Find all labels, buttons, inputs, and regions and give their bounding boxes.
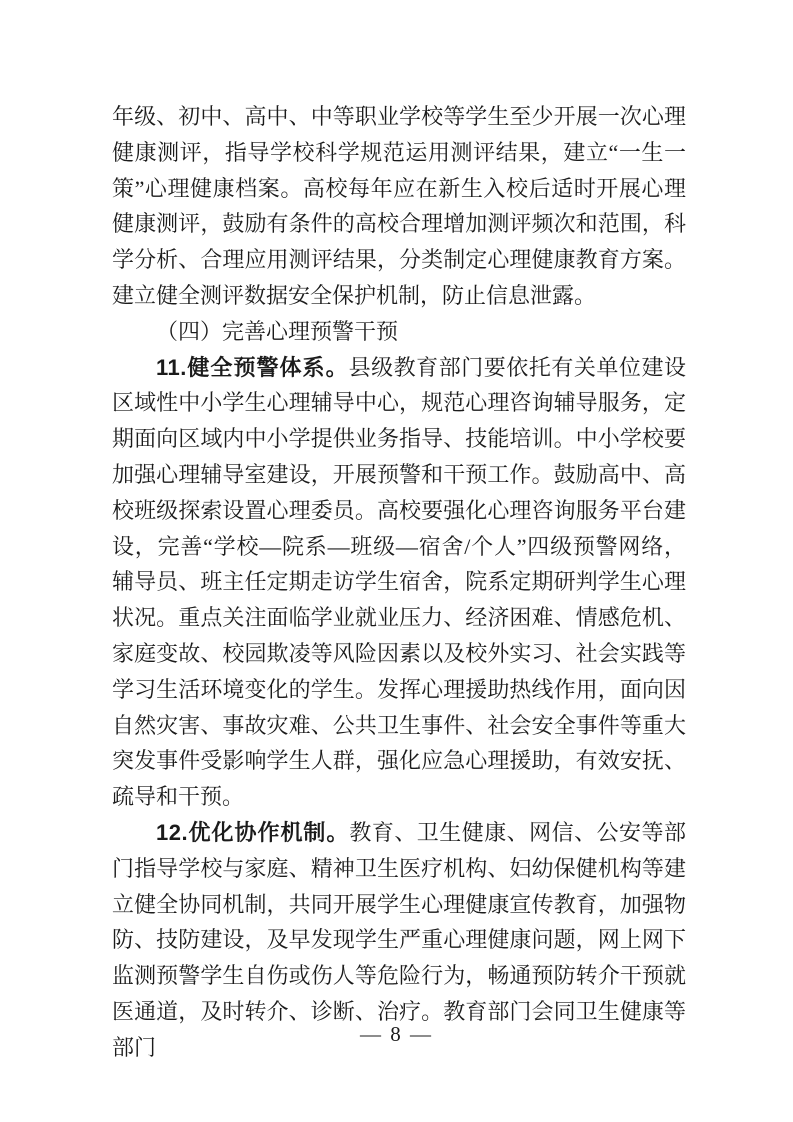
paragraph-continuation: 年级、初中、高中、中等职业学校等学生至少开展一次心理健康测评，指导学校科学规范运用测评结果，建立“一生一策”心理健康档案。高校每年应在新生入校后适时开展心理健康测评，鼓励有条件的高校合理增加测评频次和范围，科学分析、合理应用测评结果，分类制定心理健康教育方案。建立健全测评数据安全保护机制，防止信息泄露。 [112,104,686,308]
paragraph-item-11-heading: 11.健全预警体系。 [156,354,349,380]
paragraph-item-12-heading: 12.优化协作机制。 [156,819,350,845]
section-heading-4: （四）完善心理预警干预 [156,318,399,344]
paragraph-item-11-text: 县级教育部门要依托有关单位建设区域性中小学生心理辅导中心，规范心理咨询辅导服务，定期面向区域内中小学提供业务指导、技能培训。中小学校要加强心理辅导室建设，开展预警和干预工作。鼓励高中、高校班级探索设置心理委员。高校要强化心理咨询服务平台建设，完善“学校—院系—班级—宿舍/个人”四级预警网络，辅导员、班主任定期走访学生宿舍，院系定期研判学生心理状况。重点关注面临学业就业压力、经济困难、情感危机、家庭变故、校园欺凌等风险因素以及校外实习、社会实践等学习生活环境变化的学生。发挥心理援助热线作用，面向因自然灾害、事故灾难、公共卫生事件、社会安全事件等重大突发事件受影响学生人群，强化应急心理援助，有效安抚、疏导和干预。 [112,354,686,810]
paragraph-item-11 [112,350,686,815]
page-number: — 8 — [360,1022,433,1046]
paragraph-item-12-text: 教育、卫生健康、网信、公安等部门指导学校与家庭、精神卫生医疗机构、妇幼保健机构等建立健全协同机制，共同开展学生心理健康宣传教育，加强物防、技防建设，及早发现学生严重心理健康问题，网上网下监测预警学生自伤或伤人等危险行为，畅通预防转介干预就医通道，及时转介、诊断、治疗。教育部门会同卫生健康等部门 [112,819,686,1060]
document-body [112,99,686,1066]
